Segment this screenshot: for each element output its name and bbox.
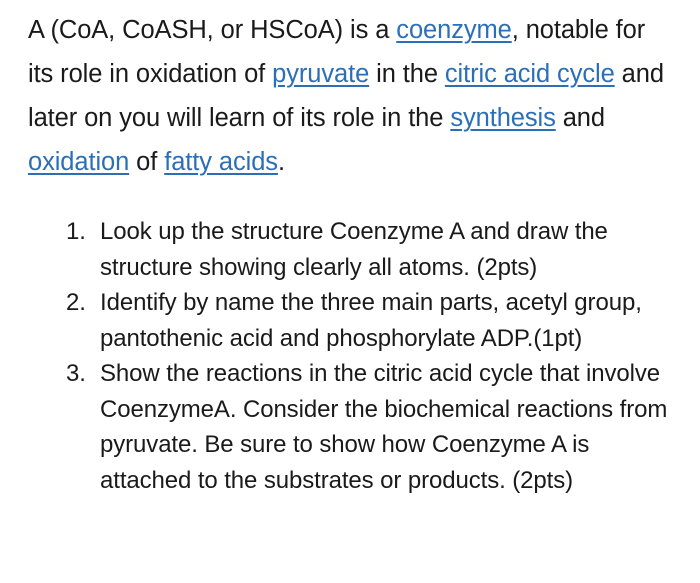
question-item-1	[28, 214, 674, 285]
question-number: 2.	[66, 289, 86, 316]
question-item-2	[28, 285, 674, 356]
intro-text-4: and later on you will learn of its role in the	[28, 60, 664, 132]
intro-text-2: , notable for its role in oxidation of	[28, 16, 646, 88]
question-item-3	[28, 356, 674, 498]
intro-paragraph	[28, 8, 674, 184]
intro-text-3: in the	[369, 60, 445, 88]
link-fatty-acids[interactable]: fatty acids	[164, 148, 278, 176]
intro-text-1: A (CoA, CoASH, or HSCoA) is a	[28, 16, 397, 44]
intro-text-7: .	[277, 148, 285, 176]
question-number: 3.	[66, 360, 86, 387]
link-citric-acid-cycle[interactable]: citric acid cycle	[444, 60, 615, 88]
question-text: Show the reactions in the citric acid cycle that involve CoenzymeA. Consider the biochemical reactions from pyruvate. Be sure to show how Coenzyme A is attached to the substrates or products. (2pts)	[100, 360, 668, 494]
intro-text-6: of	[129, 148, 165, 176]
link-coenzyme[interactable]: coenzyme	[396, 16, 512, 44]
question-list	[28, 214, 674, 498]
question-text: Identify by name the three main parts, acetyl group, pantothenic acid and phosphorylate ADP.(1pt)	[100, 289, 642, 352]
link-pyruvate[interactable]: pyruvate	[272, 60, 370, 88]
question-number: 1.	[66, 218, 86, 245]
intro-text-5: and	[555, 104, 605, 132]
question-text: Look up the structure Coenzyme A and draw the structure showing clearly all atoms. (2pts)	[100, 218, 608, 281]
link-oxidation[interactable]: oxidation	[28, 148, 130, 176]
link-synthesis[interactable]: synthesis	[450, 104, 556, 132]
